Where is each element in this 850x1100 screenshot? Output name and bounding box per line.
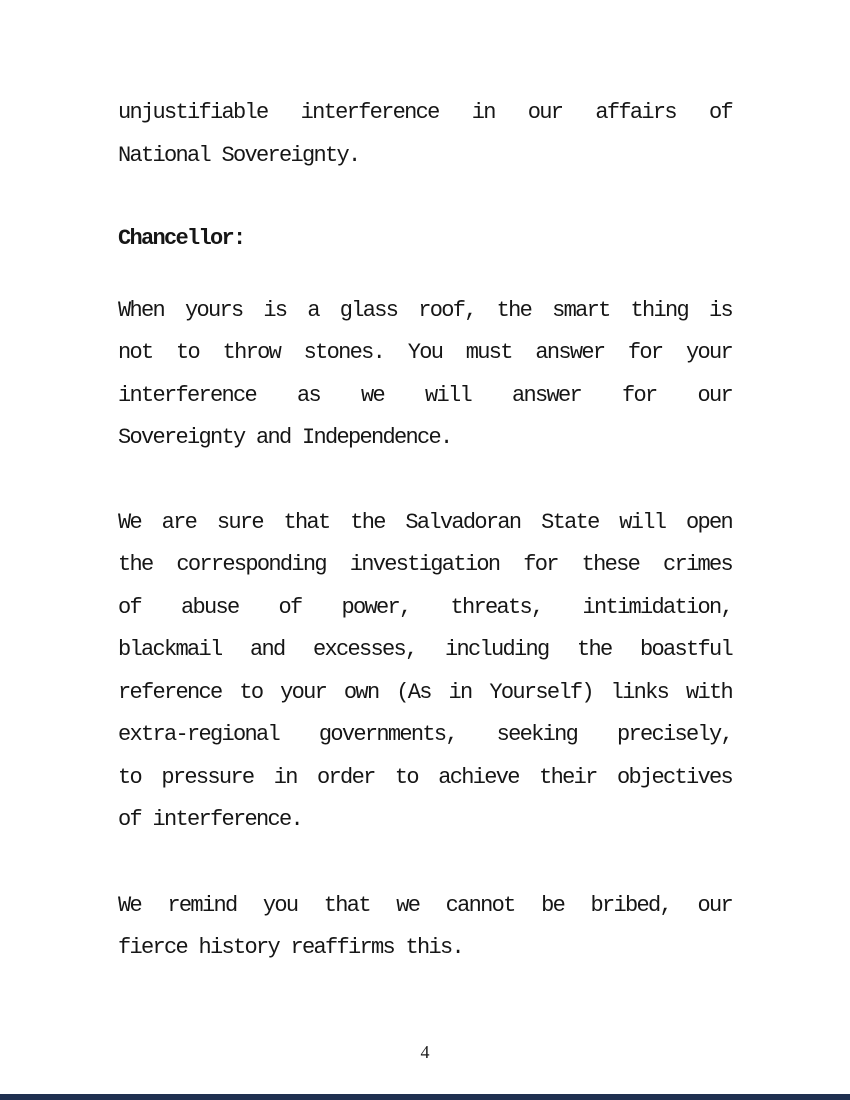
text-line: blackmail and excesses, including the boastful	[118, 637, 732, 662]
text-line: When yours is a glass roof, the smart thing is	[118, 297, 732, 323]
text-line: to pressure in order to achieve their objectives	[118, 764, 732, 790]
section-heading	[118, 218, 732, 261]
text-line: We remind you that we cannot be bribed, our	[118, 892, 732, 918]
text-line: Chancellor:	[118, 226, 245, 251]
paragraph	[118, 92, 732, 177]
text-line: Sovereignty and Independence.	[118, 425, 452, 450]
page-footer	[118, 1040, 732, 1064]
document-page	[118, 0, 732, 970]
text-line: of interference.	[118, 807, 303, 832]
text-line: of abuse of power, threats, intimidation,	[118, 594, 732, 620]
text-line: National Sovereignty.	[118, 142, 360, 168]
bottom-edge-bar	[0, 1094, 850, 1100]
text-line: We are sure that the Salvadoran State will open	[118, 509, 732, 535]
text-line: not to throw stones. You must answer for your	[118, 340, 732, 365]
text-line: fierce history reaffirms this.	[118, 935, 464, 960]
paragraph	[118, 502, 732, 842]
text-line: unjustifiable interference in our affairs of	[118, 100, 732, 125]
text-line: interference as we will answer for our	[118, 382, 732, 408]
paragraph	[118, 290, 732, 460]
text-line: extra-regional governments, seeking precisely,	[118, 722, 732, 747]
page-number: 4	[420, 1042, 430, 1062]
text-line: the corresponding investigation for these crimes	[118, 552, 732, 577]
text-line: reference to your own (As in Yourself) links with	[118, 679, 732, 705]
paragraph	[118, 885, 732, 970]
